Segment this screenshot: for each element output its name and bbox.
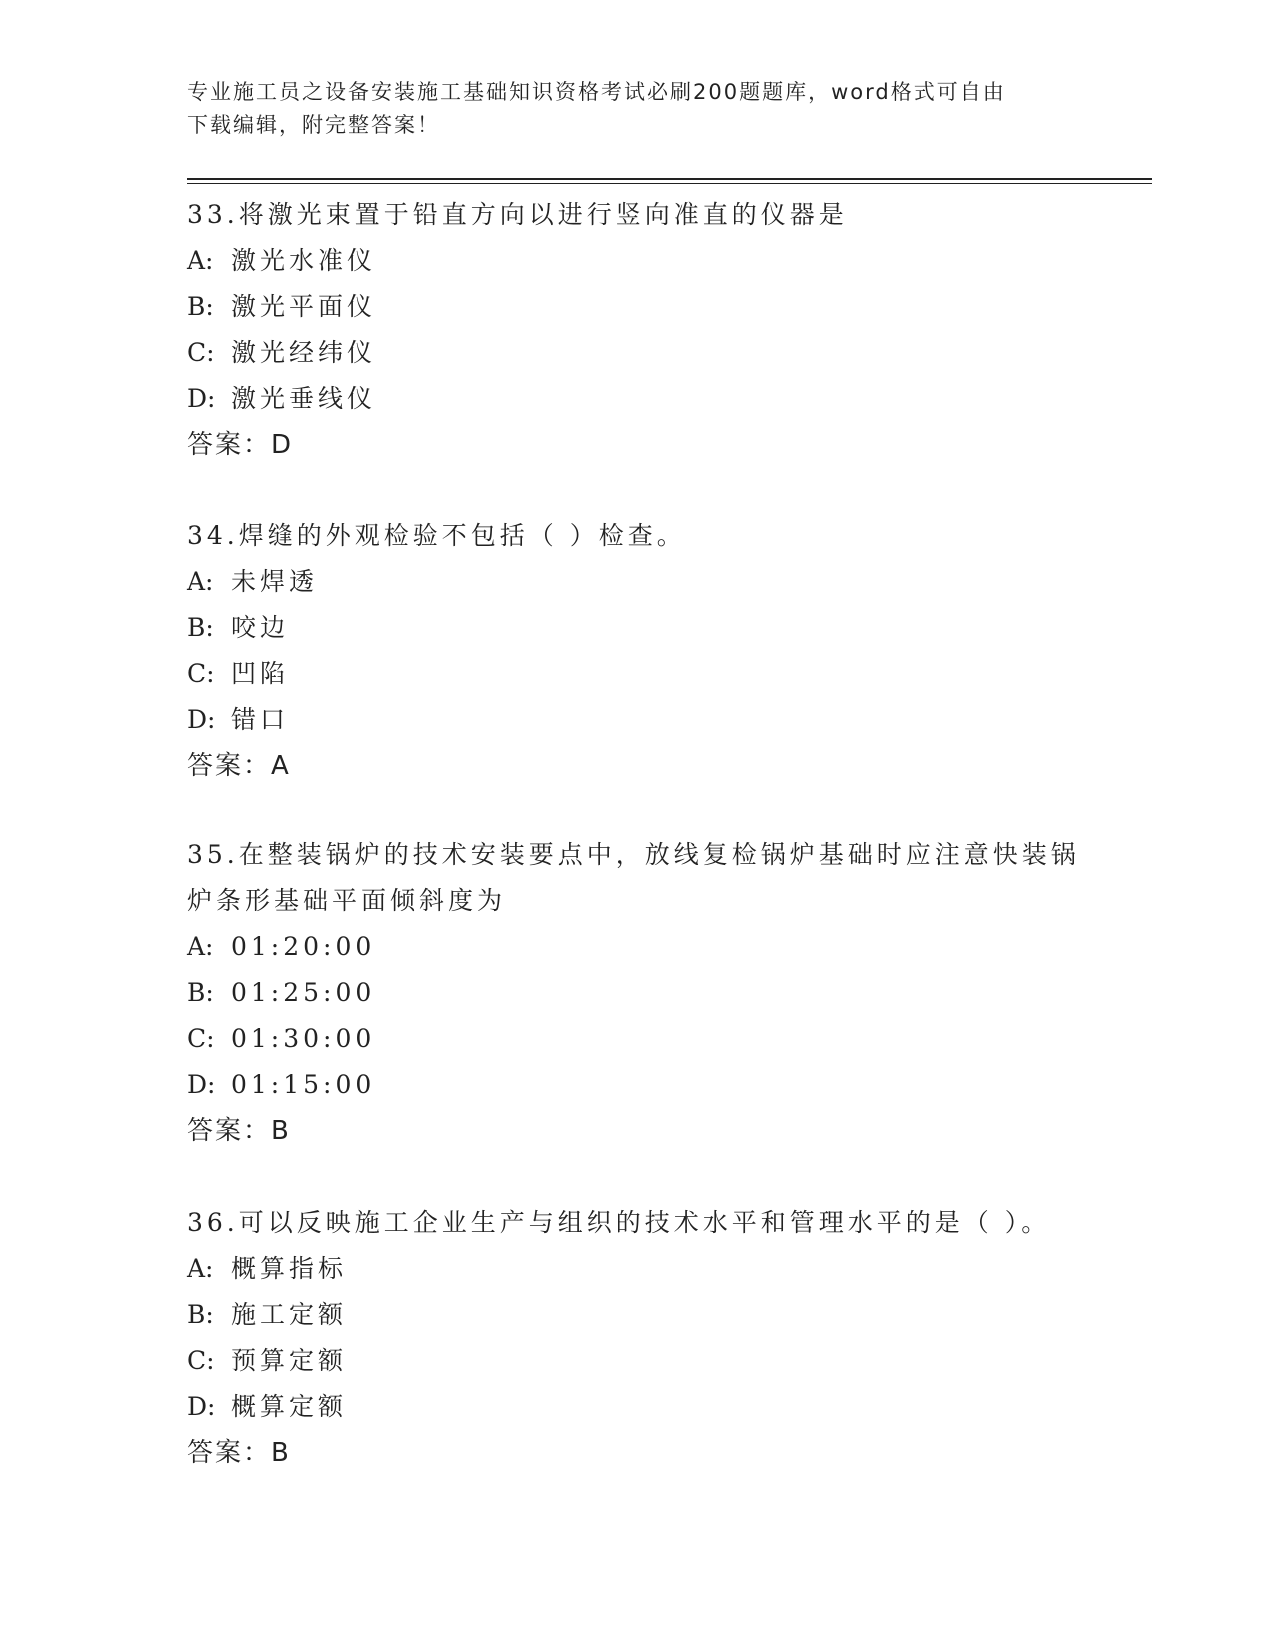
option-d <box>187 697 1137 743</box>
option-letter: A: <box>187 567 214 596</box>
option-text: 施工定额 <box>231 1300 348 1329</box>
answer-line: 答案：A <box>187 751 291 781</box>
option-letter: C: <box>187 1024 215 1053</box>
header-line-1: 专业施工员之设备安装施工基础知识资格考试必刷200题题库，word格式可自由 <box>187 80 1006 104</box>
option-letter: B: <box>187 613 214 642</box>
option-a <box>187 238 1137 284</box>
question-stem: 33.将激光束置于铅直方向以进行竖向准直的仪器是 <box>187 200 848 229</box>
option-text: 概算定额 <box>231 1392 348 1421</box>
answer-line: 答案：B <box>187 1438 291 1468</box>
option-text: 激光平面仪 <box>231 292 377 321</box>
option-text: 未焊透 <box>231 567 319 596</box>
option-letter: D: <box>187 1392 216 1421</box>
option-text: 错口 <box>231 705 290 734</box>
answer-line: 答案：D <box>187 430 294 460</box>
option-b <box>187 284 1137 330</box>
option-a <box>187 559 1137 605</box>
document-header <box>187 76 1087 142</box>
option-text: 激光垂线仪 <box>231 384 377 413</box>
option-text: 概算指标 <box>231 1254 348 1283</box>
option-letter: B: <box>187 978 214 1007</box>
option-a <box>187 924 1137 970</box>
option-b <box>187 605 1137 651</box>
question-36 <box>187 1200 1137 1476</box>
answer-line: 答案：B <box>187 1116 291 1146</box>
option-b <box>187 1292 1137 1338</box>
option-letter: D: <box>187 1070 216 1099</box>
option-letter: B: <box>187 1300 214 1329</box>
option-letter: A: <box>187 246 214 275</box>
option-text: 激光经纬仪 <box>231 338 377 367</box>
option-letter: B: <box>187 292 214 321</box>
option-letter: C: <box>187 338 215 367</box>
option-c <box>187 1016 1137 1062</box>
option-text: 预算定额 <box>231 1346 348 1375</box>
option-text: 01:15:00 <box>231 1070 376 1099</box>
option-d <box>187 1062 1137 1108</box>
option-text: 激光水准仪 <box>231 246 377 275</box>
option-a <box>187 1246 1137 1292</box>
option-c <box>187 330 1137 376</box>
option-letter: A: <box>187 932 214 961</box>
question-stem-continued: 炉条形基础平面倾斜度为 <box>187 886 507 915</box>
option-letter: D: <box>187 384 216 413</box>
option-letter: C: <box>187 1346 215 1375</box>
option-d <box>187 1384 1137 1430</box>
option-letter: A: <box>187 1254 214 1283</box>
question-35 <box>187 832 1137 1154</box>
option-text: 01:20:00 <box>231 932 376 961</box>
header-divider-thin <box>187 183 1152 184</box>
option-text: 凹陷 <box>231 659 290 688</box>
option-text: 01:25:00 <box>231 978 376 1007</box>
option-text: 01:30:00 <box>231 1024 376 1053</box>
option-c <box>187 1338 1137 1384</box>
header-divider-thick <box>187 178 1152 180</box>
option-letter: D: <box>187 705 216 734</box>
option-letter: C: <box>187 659 215 688</box>
option-c <box>187 651 1137 697</box>
header-line-2: 下载编辑，附完整答案！ <box>187 113 440 137</box>
question-stem: 34.焊缝的外观检验不包括（ ）检查。 <box>187 521 686 550</box>
question-stem: 35.在整装锅炉的技术安装要点中，放线复检锅炉基础时应注意快装锅 <box>187 840 1080 869</box>
question-33 <box>187 192 1137 468</box>
option-b <box>187 970 1137 1016</box>
question-34 <box>187 513 1137 789</box>
option-text: 咬边 <box>231 613 290 642</box>
question-stem: 36.可以反映施工企业生产与组织的技术水平和管理水平的是（ ）。 <box>187 1208 1051 1237</box>
option-d <box>187 376 1137 422</box>
